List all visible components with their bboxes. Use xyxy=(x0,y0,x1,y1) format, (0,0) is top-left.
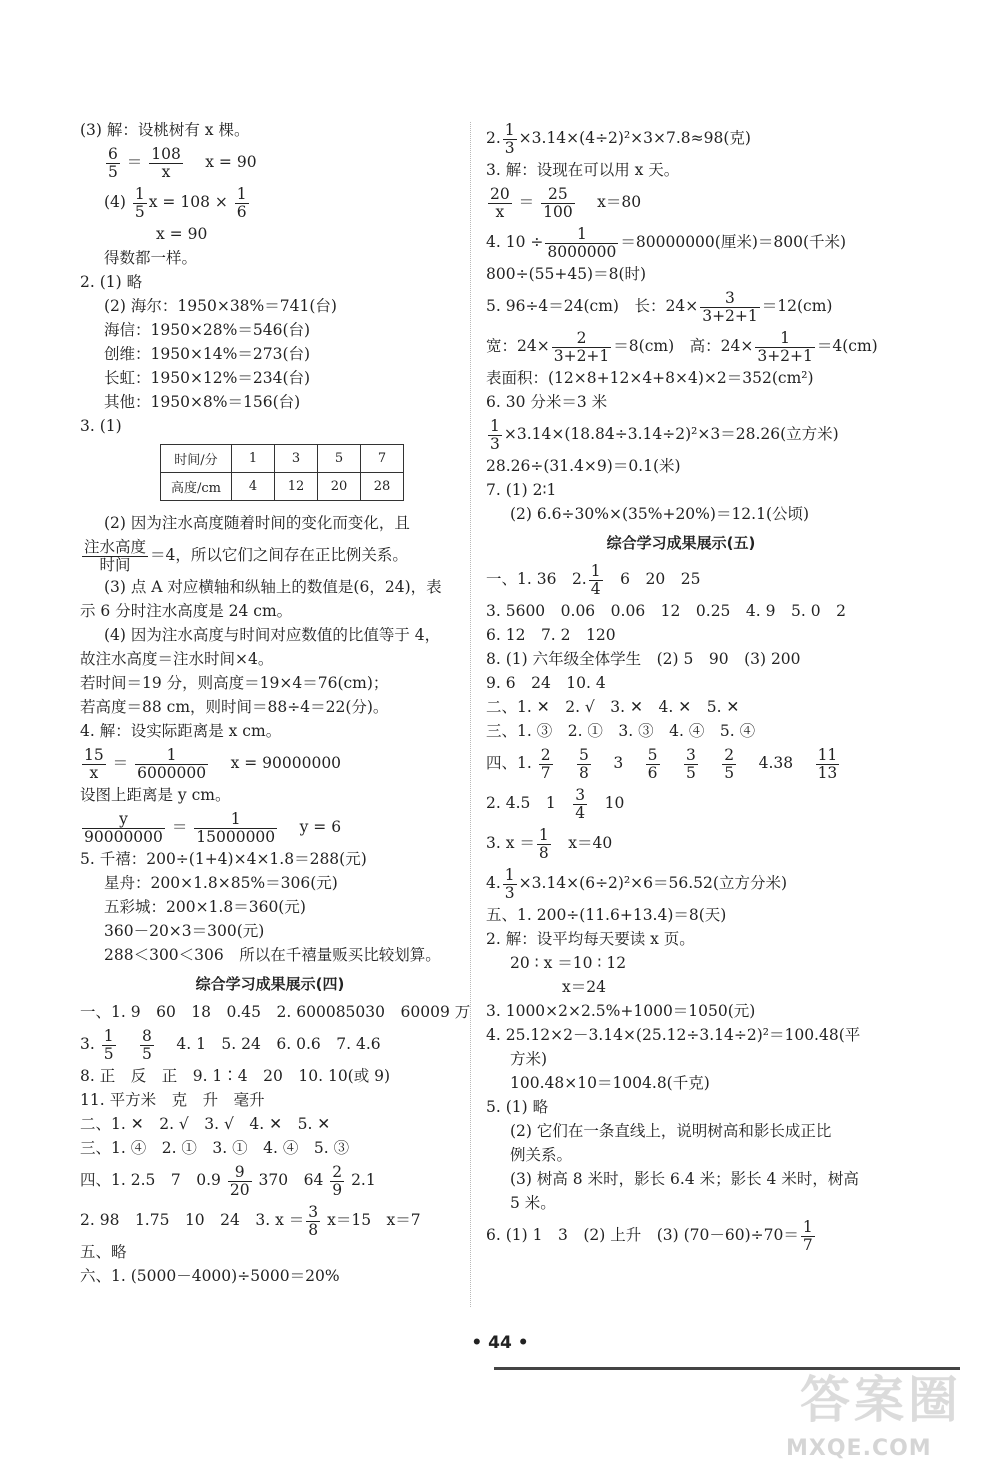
text-line: (3) 解：设桃树有 x 棵。 xyxy=(80,121,250,139)
text-line: 3. 5600 0.06 0.06 12 0.25 4. 9 5. 0 2 xyxy=(486,602,846,620)
fraction: $\frac{1}{4}$ xyxy=(590,561,601,598)
watermark-text: 答案圈 xyxy=(800,1371,962,1429)
text-line: 三、1. ④ 2. ① 3. ① 4. ④ 5. ③ xyxy=(80,1139,350,1157)
section-title: 综合学习成果展示(五) xyxy=(606,534,756,552)
text-line: 9. 6 24 10. 4 xyxy=(486,674,606,692)
equation-line: 一、1. 36 2. $\frac{1}{4}$ 6 20 25 xyxy=(486,561,701,598)
text-line: 5. 千禧：200÷(1+4)×4×1.8＝288(元) xyxy=(80,850,367,868)
table-cell: 20 xyxy=(318,473,361,501)
equation-line: $\frac{\text{注水高度}}{\text{时间}}$ ＝4，所以它们之间存在正比例关系。 xyxy=(84,537,408,574)
fraction: $\frac{2}{7}$ xyxy=(540,745,551,782)
equation-line: 2. $\frac{1}{3}$ ×3.14×(4÷2)²×3×7.8≈98(克) xyxy=(486,120,751,157)
fraction: $\frac{2}{9}$ xyxy=(332,1162,343,1199)
column-divider xyxy=(470,122,471,1307)
text-line: 5. (1) 略 xyxy=(486,1098,549,1116)
text-line: 表面积：(12×8+12×4+8×4)×2＝352(cm²) xyxy=(486,369,814,387)
text-line: 360－20×3＝300(元) xyxy=(104,922,265,940)
text-line: 长虹：1950×12%＝234(台) xyxy=(104,369,311,387)
text-line: 4. 25.12×2－3.14×(25.12÷3.14÷2)²＝100.48(平 xyxy=(486,1026,861,1044)
text-line: 100.48×10＝1004.8(千克) xyxy=(510,1074,710,1092)
fraction: $\frac{1}{6}$ xyxy=(236,184,247,221)
equation-line: (4) $\frac{1}{5}$ x = 108 × $\frac{1}{6}$ xyxy=(104,184,247,221)
fraction: $\frac{2}{3+2+1}$ xyxy=(553,328,610,365)
equation-line: $\frac{6}{5}$ ＝ $\frac{108}{x}$ x = 90 xyxy=(108,144,257,181)
equation-line: 2. 98 1.75 10 24 3. x ＝ $\frac{3}{8}$ x＝15 x＝7 xyxy=(80,1202,421,1239)
fraction: $\frac{1}{7}$ xyxy=(802,1217,813,1254)
text-line: 800÷(55+45)＝8(时) xyxy=(486,265,647,283)
text-line: 六、1. (5000－4000)÷5000＝20% xyxy=(80,1267,340,1285)
text-line: 其他：1950×8%＝156(台) xyxy=(104,393,301,411)
fraction: $\frac{1}{5}$ xyxy=(103,1026,114,1063)
text-line: 例关系。 xyxy=(510,1146,573,1164)
fraction: $\frac{3}{8}$ xyxy=(308,1202,319,1239)
text-line: (2) 6.6÷30%×(35%+20%)＝12.1(公顷) xyxy=(510,505,810,523)
text-line: 一、1. 9 60 18 0.45 2. 600085030 60009 万 xyxy=(80,1003,471,1021)
text-line: 288＜300＜306 所以在千禧量贩买比较划算。 xyxy=(104,946,441,964)
fraction: $\frac{1}{3}$ xyxy=(504,120,515,157)
fraction: $\frac{\text{注水高度}}{\text{时间}}$ xyxy=(84,537,147,574)
equation-line: $\frac{15}{x}$ ＝ $\frac{1}{6000000}$ x = 90000000 xyxy=(84,745,342,782)
fraction: $\frac{1}{8000000}$ xyxy=(547,224,617,261)
fraction: $\frac{15}{x}$ xyxy=(84,745,104,782)
text-line: 方米) xyxy=(510,1050,548,1068)
time-height-table xyxy=(160,444,404,501)
fraction: $\frac{1}{3+2+1}$ xyxy=(757,328,813,365)
text-line: 28.26÷(31.4×9)＝0.1(米) xyxy=(486,457,681,475)
table-cell: 1 xyxy=(232,445,275,473)
text-line: 星舟：200×1.8×85%＝306(元) xyxy=(104,874,338,892)
text-line: (3) 点 A 对应横轴和纵轴上的数值是(6，24)，表 xyxy=(104,578,442,596)
equation-line: 2. 4.5 1 $\frac{3}{4}$ 10 xyxy=(486,785,625,822)
text-line: 故注水高度＝注水时间×4。 xyxy=(80,650,274,668)
equation-line: $\frac{20}{x}$ ＝ $\frac{25}{100}$ x＝80 xyxy=(490,184,642,221)
text-line: 三、1. ③ 2. ① 3. ③ 4. ④ 5. ④ xyxy=(486,722,756,740)
fraction: $\frac{5}{6}$ xyxy=(647,745,658,782)
text-line: 创维：1950×14%＝273(台) xyxy=(104,345,311,363)
text-line: (2) 它们在一条直线上，说明树高和影长成正比 xyxy=(510,1122,832,1140)
text-line: 示 6 分时注水高度是 24 cm。 xyxy=(80,602,293,620)
text-line: 4. 解：设实际距离是 x cm。 xyxy=(80,722,282,740)
equation-line: 四、1. $\frac{2}{7}$ $\frac{5}{8}$ 3 $\frac{5}{6}$ $\frac{3}{5}$ $\frac{2}{5}$ 4.38 $\frac{11}{13}$ xyxy=(486,745,838,782)
text-line: 二、1. ✕ 2. √ 3. √ 4. ✕ 5. ✕ xyxy=(80,1115,331,1133)
text-line: 设图上距离是 y cm。 xyxy=(80,786,231,804)
text-line: 2. (1) 略 xyxy=(80,273,143,291)
fraction: $\frac{6}{5}$ xyxy=(108,144,118,181)
section-title: 综合学习成果展示(四) xyxy=(195,975,345,993)
text-line: 2. 解：设平均每天要读 x 页。 xyxy=(486,930,695,948)
text-line: 3. (1) xyxy=(80,417,122,435)
watermark-url: MXQE.COM xyxy=(786,1436,932,1461)
fraction: $\frac{1}{5}$ xyxy=(134,184,145,221)
text-line: 海信：1950×28%＝546(台) xyxy=(104,321,311,339)
equation-line: 宽：24× $\frac{2}{3+2+1}$ ＝8(cm) 高：24× $\frac{1}{3+2+1}$ ＝4(cm) xyxy=(486,328,878,365)
text-line: (4) 因为注水高度与时间对应数值的比值等于 4， xyxy=(104,626,441,644)
text-line: (2) 海尔：1950×38%＝741(台) xyxy=(104,297,337,315)
text-line: 7. (1) 2∶1 xyxy=(486,481,557,499)
fraction: $\frac{108}{x}$ xyxy=(151,144,181,181)
text-line: 若高度＝88 cm，则时间＝88÷4＝22(分)。 xyxy=(80,698,389,716)
table-cell: 4 xyxy=(232,473,275,501)
text-line: 6. 12 7. 2 120 xyxy=(486,626,616,644)
fraction: $\frac{3}{5}$ xyxy=(685,745,696,782)
equation-line: 5. 96÷4＝24(cm) 长：24× $\frac{3}{3+2+1}$ ＝12(cm) xyxy=(486,288,833,325)
watermark-logo xyxy=(780,1350,980,1470)
table-cell: 5 xyxy=(318,445,361,473)
equation-line: 四、1. 2.5 7 0.9 $\frac{9}{20}$ 370 64 $\frac{2}{9}$ 2.1 xyxy=(80,1162,376,1199)
right-column xyxy=(486,118,876,1255)
text-line: 6. 30 分米＝3 米 xyxy=(486,393,608,411)
text-line: x = 90 xyxy=(156,225,208,243)
text-line: 二、1. ✕ 2. √ 3. ✕ 4. ✕ 5. ✕ xyxy=(486,698,740,716)
equation-line: 6. (1) 1 3 (2) 上升 (3) (70－60)÷70＝ $\frac{1}{7}$ xyxy=(486,1217,813,1254)
fraction: $\frac{11}{13}$ xyxy=(817,745,838,782)
equation-line: 4. $\frac{1}{3}$ ×3.14×(6÷2)²×6＝56.52(立方分米) xyxy=(486,865,787,902)
table-cell: 28 xyxy=(361,473,404,501)
text-line: 8. (1) 六年级全体学生 (2) 5 90 (3) 200 xyxy=(486,650,801,668)
equation-line: 3. x ＝ $\frac{1}{8}$ x＝40 xyxy=(486,825,613,862)
text-line: 3. 1000×2×2.5%+1000＝1050(元) xyxy=(486,1002,756,1020)
fraction: $\frac{8}{5}$ xyxy=(142,1026,152,1063)
text-line: 五彩城：200×1.8＝360(元) xyxy=(104,898,306,916)
page-number: • 44 • xyxy=(471,1333,529,1353)
equation-line: 3. $\frac{1}{5}$ $\frac{8}{5}$ 4. 1 5. 24 6. 0.6 7. 4.6 xyxy=(80,1026,381,1063)
fraction: $\frac{20}{x}$ xyxy=(490,184,510,221)
text-line: 8. 正 反 正 9. 1∶4 20 10. 10(或 9) xyxy=(80,1067,391,1085)
text-line: 五、略 xyxy=(80,1243,127,1261)
fraction: $\frac{1}{8}$ xyxy=(538,825,549,862)
equation-line: $\frac{1}{3}$ ×3.14×(18.84÷3.14÷2)²×3＝28.26(立方米) xyxy=(490,416,839,453)
table-row xyxy=(161,473,404,501)
fraction: $\frac{1}{15000000}$ xyxy=(196,809,276,846)
fraction: $\frac{2}{5}$ xyxy=(724,745,735,782)
text-line: (2) 因为注水高度随着时间的变化而变化，且 xyxy=(104,514,410,532)
text-line: 5 米。 xyxy=(510,1194,556,1212)
fraction: $\frac{3}{3+2+1}$ xyxy=(702,288,758,325)
text-line: x＝24 xyxy=(562,978,606,996)
fraction: $\frac{25}{100}$ xyxy=(543,184,573,221)
fraction: $\frac{1}{3}$ xyxy=(504,865,515,902)
text-line: 3. 解：设现在可以用 x 天。 xyxy=(486,161,680,179)
table-cell: 3 xyxy=(275,445,318,473)
text-line: 得数都一样。 xyxy=(104,249,198,267)
equation-line: 4. 10 ÷ $\frac{1}{8000000}$ ＝80000000(厘米)＝800(千米) xyxy=(486,224,847,261)
fraction: $\frac{5}{8}$ xyxy=(579,745,589,782)
table-cell: 时间/分 xyxy=(161,445,232,473)
text-line: 若时间＝19 分，则高度＝19×4＝76(cm)； xyxy=(80,674,389,692)
text-line: 11. 平方米 克 升 毫升 xyxy=(80,1091,265,1109)
table-row xyxy=(161,445,404,473)
equation-line: $\frac{y}{90000000}$ ＝ $\frac{1}{15000000}$ y = 6 xyxy=(84,809,342,846)
fraction: $\frac{y}{90000000}$ xyxy=(84,809,163,846)
fraction: $\frac{1}{6000000}$ xyxy=(137,745,207,782)
table-cell: 7 xyxy=(361,445,404,473)
text-line: 20 ∶ x ＝10 ∶ 12 xyxy=(510,954,627,972)
table-cell: 12 xyxy=(275,473,318,501)
text-line: (3) 树高 8 米时，影长 6.4 米；影长 4 米时，树高 xyxy=(510,1170,859,1188)
fraction: $\frac{1}{3}$ xyxy=(490,416,500,453)
left-column xyxy=(80,118,471,1288)
fraction: $\frac{9}{20}$ xyxy=(229,1162,250,1199)
table-cell: 高度/cm xyxy=(161,473,232,501)
fraction: $\frac{3}{4}$ xyxy=(575,785,586,822)
text-line: 五、1. 200÷(11.6+13.4)＝8(天) xyxy=(486,906,727,924)
